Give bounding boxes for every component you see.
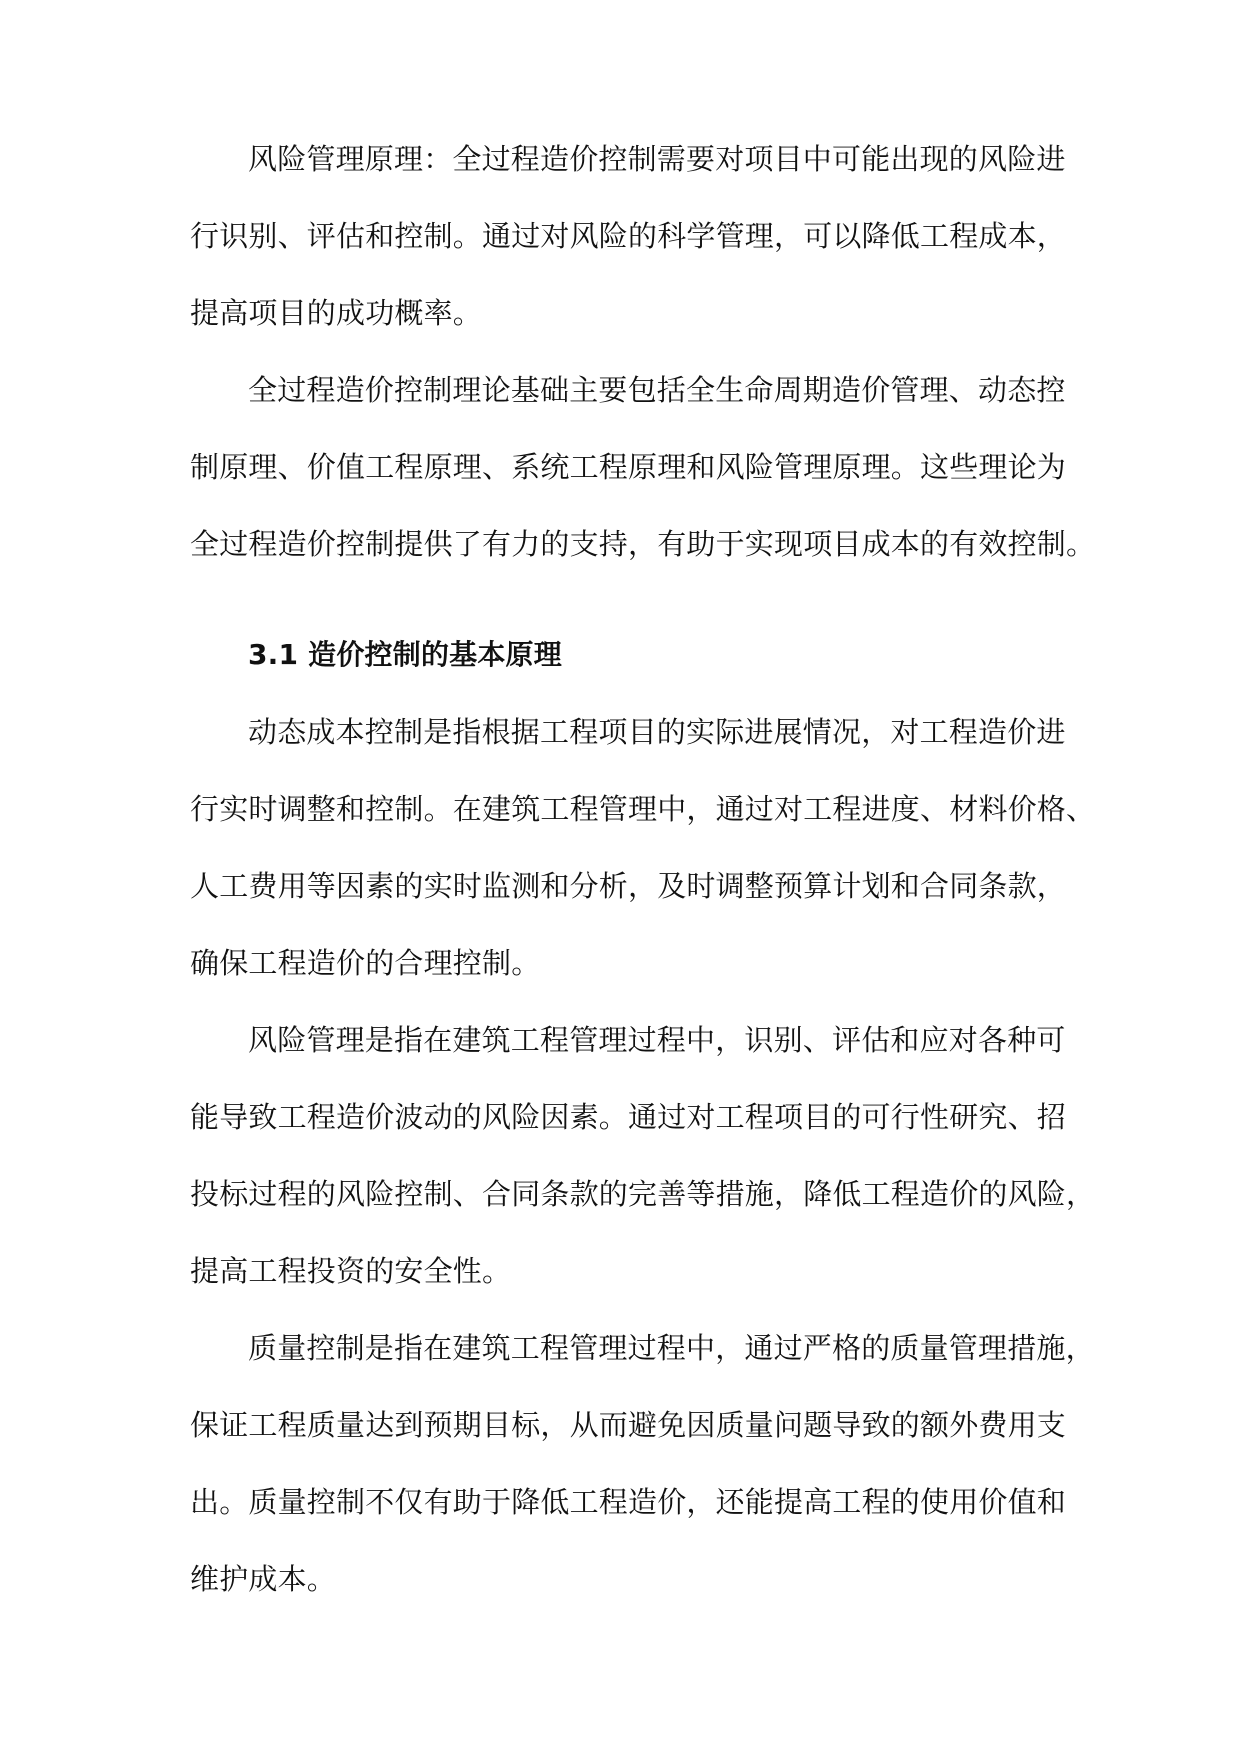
- section-paragraph-3-line-1: 质量控制是指在建筑工程管理过程中，通过严格的质量管理措施，: [248, 1331, 1095, 1365]
- paragraph-2-line-2: 制原理、价值工程原理、系统工程原理和风险管理原理。这些理论为: [190, 450, 1067, 484]
- section-paragraph-2-line-2: 能导致工程造价波动的风险因素。通过对工程项目的可行性研究、招: [190, 1100, 1067, 1134]
- section-paragraph-1-line-3: 人工费用等因素的实时监测和分析，及时调整预算计划和合同条款，: [190, 869, 1067, 903]
- section-paragraph-2-line-1: 风险管理是指在建筑工程管理过程中，识别、评估和应对各种可: [248, 1023, 1066, 1057]
- section-paragraph-1-line-2: 行实时调整和控制。在建筑工程管理中，通过对工程进度、材料价格、: [190, 792, 1096, 826]
- paragraph-1-line-2: 行识别、评估和控制。通过对风险的科学管理，可以降低工程成本，: [190, 219, 1067, 253]
- section-paragraph-2-line-4: 提高工程投资的安全性。: [190, 1254, 512, 1288]
- paragraph-1-line-3: 提高项目的成功概率。: [190, 296, 483, 330]
- section-heading: 3.1 造价控制的基本原理: [248, 638, 562, 671]
- paragraph-2-line-3: 全过程造价控制提供了有力的支持，有助于实现项目成本的有效控制。: [190, 527, 1096, 561]
- section-paragraph-3-line-3: 出。质量控制不仅有助于降低工程造价，还能提高工程的使用价值和: [190, 1485, 1067, 1519]
- section-paragraph-1-line-4: 确保工程造价的合理控制。: [190, 946, 541, 980]
- section-paragraph-2-line-3: 投标过程的风险控制、合同条款的完善等措施，降低工程造价的风险，: [190, 1177, 1096, 1211]
- paragraph-1-line-1: 风险管理原理：全过程造价控制需要对项目中可能出现的风险进: [248, 142, 1066, 176]
- section-paragraph-3-line-2: 保证工程质量达到预期目标，从而避免因质量问题导致的额外费用支: [190, 1408, 1067, 1442]
- section-paragraph-1-line-1: 动态成本控制是指根据工程项目的实际进展情况，对工程造价进: [248, 715, 1066, 749]
- section-paragraph-3-line-4: 维护成本。: [190, 1562, 337, 1596]
- paragraph-2-line-1: 全过程造价控制理论基础主要包括全生命周期造价管理、动态控: [248, 373, 1066, 407]
